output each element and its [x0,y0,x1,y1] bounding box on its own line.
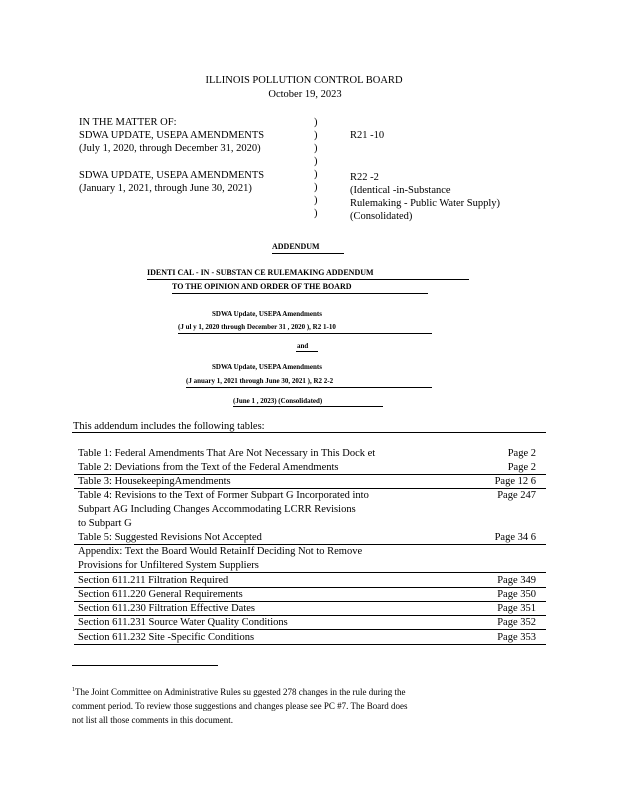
block1-title: SDWA Update, USEPA Amendments [212,310,322,318]
footnote-text: The Joint Committee on Administrative Rules su ggested 278 changes in the rule during the [75,687,406,697]
block2-title: SDWA Update, USEPA Amendments [212,363,322,371]
docket-r21-10: R21 -10 [350,130,385,141]
caption-right-line: (Consolidated) [350,211,413,222]
caption-line: IN THE MATTER OF: [79,117,177,128]
addendum-title-line2: TO THE OPINION AND ORDER OF THE BOARD [172,282,352,291]
block1-dates: (J ul y 1, 2020 through December 31 , 2020 ), R2 1-10 [178,323,336,331]
underline [178,333,432,334]
addendum-title-line1: IDENTI CAL - IN - SUBSTAN CE RULEMAKING ADDENDUM [147,268,374,277]
toc-text: Section 611.220 General Requirements [78,589,243,600]
caption-line: (January 1, 2021, through June 30, 2021) [79,183,252,194]
caption-line [79,155,264,168]
toc-page: Page 2 [507,462,536,473]
toc-text: Table 3: HousekeepingAmendments [78,476,231,487]
caption-line: SDWA UPDATE, USEPA AMENDMENTS [79,130,265,141]
paren: ) [314,182,318,193]
toc-text: Table 2: Deviations from the Text of the Federal Amendments [78,462,339,473]
and-label: and [297,342,309,350]
document-date: October 19, 2023 [268,89,342,100]
underline [233,406,383,407]
toc-page: Page 352 [497,617,536,628]
toc-text: Section 611.231 Source Water Quality Conditions [78,617,288,628]
footnote-line: comment period. To review those suggestions and changes please see PC #7. The Board does [72,701,408,711]
paren: ) [314,143,318,154]
toc-page: Page 351 [497,603,536,614]
toc-page: Page 349 [497,575,536,586]
row-divider [74,572,546,573]
intro-text: This addendum includes the following tables: [73,421,265,432]
paren: ) [314,169,318,180]
paren: ) [314,117,318,128]
toc-text: Subpart AG Including Changes Accommodating LCRR Revisions [78,504,356,515]
toc-page: Page 350 [497,589,536,600]
caption-line: SDWA UPDATE, USEPA AMENDMENTS [79,170,265,181]
paren: ) [314,130,318,141]
toc-text: Appendix: Text the Board Would RetainIf Deciding Not to Remove [78,546,363,557]
caption-right [350,171,500,223]
row-divider [74,629,546,630]
block2-consolidated: (June 1 , 2023) (Consolidated) [233,397,323,405]
toc-text: to Subpart G [78,518,132,529]
toc-text: Section 611.230 Filtration Effective Dates [78,603,256,614]
underline [272,253,344,254]
toc-text: Table 5: Suggested Revisions Not Accepted [78,532,262,543]
footnote-marker: 1 [72,687,75,693]
paren: ) [314,195,318,206]
toc-page: Page 2 [507,448,536,459]
footnote-line [72,685,407,698]
addendum-label: ADDENDUM [272,242,320,251]
toc-text: Table 1: Federal Amendments That Are Not Necessary in This Dock et [78,448,376,459]
toc-page: Page 353 [497,632,536,643]
footnote-line: not list all those comments in this document. [72,715,233,725]
footnote-rule [72,665,218,666]
caption-parens [314,116,318,220]
underline [172,293,428,294]
docket-r22-2: R22 -2 [350,172,379,183]
toc-page: Page 34 6 [494,532,536,543]
underline [147,279,469,280]
underline [72,432,546,433]
paren: ) [314,208,318,219]
caption-left [79,116,264,195]
paren: ) [314,156,318,167]
caption-right-line: (Identical -in-Substance [350,185,451,196]
underline [296,351,318,352]
toc-page: Page 247 [497,490,536,501]
caption-line: (July 1, 2020, through December 31, 2020) [79,143,261,154]
toc-text: Provisions for Unfiltered System Suppliers [78,560,259,571]
caption-right-line: Rulemaking - Public Water Supply) [350,198,501,209]
underline [186,387,432,388]
toc-text: Section 611.211 Filtration Required [78,575,229,586]
board-title: ILLINOIS POLLUTION CONTROL BOARD [205,75,403,86]
block2-dates: (J anuary 1, 2021 through June 30, 2021 ), R2 2-2 [186,377,334,385]
toc-text: Table 4: Revisions to the Text of Former Subpart G Incorporated into [78,490,369,501]
toc-text: Section 611.232 Site -Specific Conditions [78,632,255,643]
toc-page: Page 12 6 [494,476,536,487]
row-divider [74,644,546,645]
footnote [72,685,407,726]
